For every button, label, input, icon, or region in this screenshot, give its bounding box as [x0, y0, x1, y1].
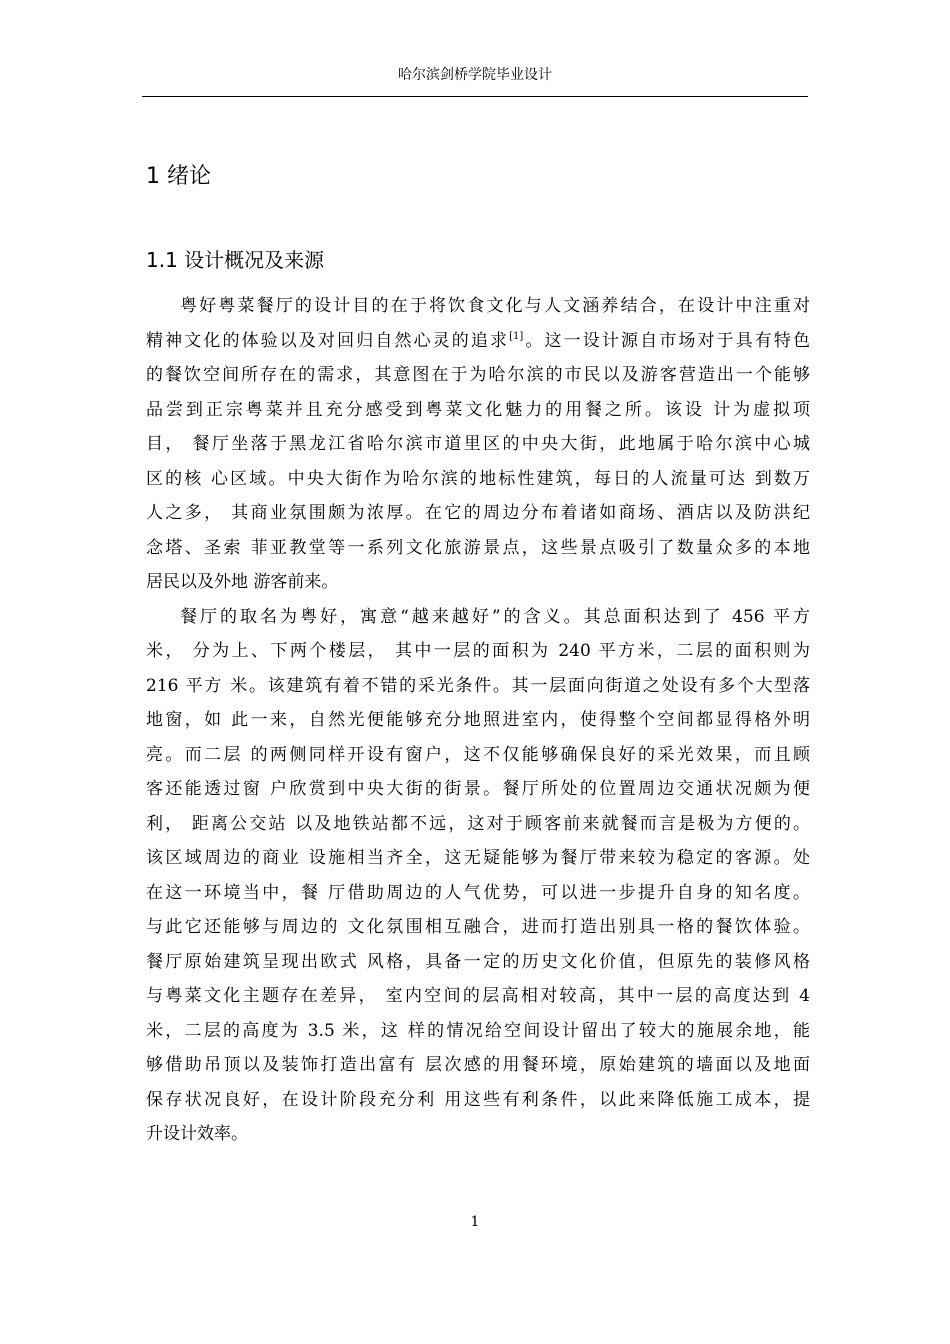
- paragraph-line: 客还能透过窗 户欣赏到中央大街的街景。餐厅所处的位置周边交通状况颇为便: [146, 779, 810, 799]
- paragraph-line: 餐厅的取名为粤好，寓意“越来越好”的含义。其总面积达到了 456 平方: [180, 606, 810, 627]
- paragraph-line: [146, 324, 810, 359]
- paragraph-line: 粤好粤菜餐厅的设计目的在于将饮食文化与人文涵养结合，在设计中注重对: [180, 296, 810, 316]
- paragraph-line: 在这一环境当中，餐 厅借助周边的人气优势，可以进一步提升自身的知名度。: [146, 882, 810, 903]
- paragraph-line: 米， 分为上、下两个楼层， 其中一层的面积为 240 平方米，二层的面积则为: [146, 641, 810, 661]
- paragraph-line: 区的核 心区域。中央大街作为哈尔滨的地标性建筑，每日的人流量可达 到数万: [146, 468, 810, 489]
- paragraph-line: 保存状况良好，在设计阶段充分利 用这些有利条件，以此来降低施工成本，提: [146, 1089, 810, 1110]
- paragraph-line: 与此它还能够与周边的 文化氛围相互融合，进而打造出别具一格的餐饮体验。: [146, 917, 810, 937]
- paragraph-line: 念塔、圣索 菲亚教堂等一系列文化旅游景点，这些景点吸引了数量众多的本地: [146, 537, 810, 558]
- paragraph-line: 与粤菜文化主题存在差异， 室内空间的层高相对较高，其中一层的高度达到 4: [146, 986, 810, 1006]
- line-text: 精神文化的体验以及对回归自然心灵的追求: [146, 330, 510, 351]
- paragraph-line: 够借助吊顶以及装饰打造出富有 层次感的用餐环境，原始建筑的墙面以及地面: [146, 1055, 810, 1075]
- paragraph-line: 该区域周边的商业 设施相当齐全，这无疑能够为餐厅带来较为稳定的客源。处: [146, 848, 810, 868]
- citation-marker: [1]: [509, 330, 524, 342]
- paragraph-line: 升设计效率。: [146, 1124, 248, 1144]
- paragraph-line: 目， 餐厅坐落于黑龙江省哈尔滨市道里区的中央大街，此地属于哈尔滨中心城: [146, 434, 810, 454]
- paragraph-line: 居民以及外地 游客前来。: [146, 572, 339, 592]
- header-divider: [142, 96, 808, 97]
- paragraph-line: 人之多， 其商业氛围颇为浓厚。在它的周边分布着诸如商场、酒店以及防洪纪: [146, 503, 810, 523]
- section-title: 1.1 设计概况及来源: [146, 248, 325, 272]
- paragraph-line: 216 平方 米。该建筑有着不错的采光条件。其一层面向街道之处设有多个大型落: [146, 675, 810, 696]
- line-text: 。这一设计源自市场对于具有特色: [523, 330, 811, 351]
- paragraph-line: 米，二层的高度为 3.5 米，这 样的情况给空间设计留出了较大的施展余地，能: [146, 1020, 810, 1041]
- paragraph-line: 的餐饮空间所存在的需求，其意图在于为哈尔滨的市民以及游客营造出一个能够: [146, 365, 810, 385]
- paragraph-line: 亮。而二层 的两侧同样开设有窗户，这不仅能够确保良好的采光效果，而且顾: [146, 744, 810, 765]
- body-text: [146, 289, 810, 1152]
- paragraph-line: 品尝到正宗粤菜并且充分感受到粤菜文化魅力的用餐之所。该设 计为虚拟项: [146, 399, 810, 420]
- chapter-title: 1 绪论: [146, 164, 211, 189]
- paragraph-line: 利， 距离公交站 以及地铁站都不远，这对于顾客前来就餐而言是极为方便的。: [146, 813, 810, 834]
- page-number: 1: [470, 1214, 480, 1230]
- paragraph-line: 餐厅原始建筑呈现出欧式 风格，具备一定的历史文化价值，但原先的装修风格: [146, 951, 810, 972]
- running-header: 哈尔滨剑桥学院毕业设计: [398, 67, 552, 83]
- paragraph-line: 地窗，如 此一来，自然光便能够充分地照进室内，使得整个空间都显得格外明: [146, 710, 810, 730]
